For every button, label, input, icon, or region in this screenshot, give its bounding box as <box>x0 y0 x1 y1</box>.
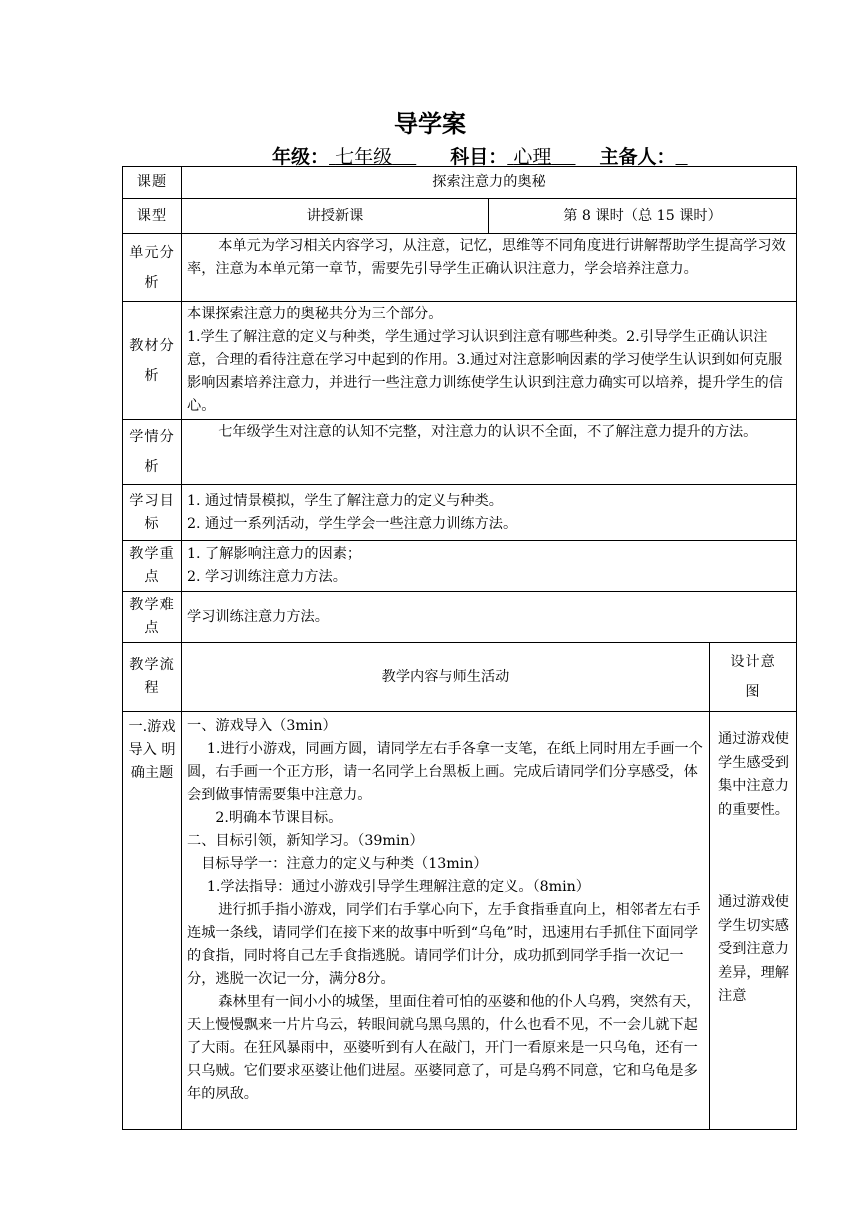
key-label: 教学重点 <box>123 541 182 592</box>
student-label: 学情分析 <box>123 420 182 485</box>
period-value: 第 8 课时（总 15 课时） <box>489 199 797 234</box>
teaching-content: 一、游戏导入（3min） 1.进行小游戏，同画方圆，请同学左右手各拿一支笔，在纸上同时用左手画一个圆，右手画一个正方形，请一名同学上台黑板上画。完成后请同学们分享感受，体会到做事情需要集中注意力。 2.明确本节课目标。 二、目标引领，新知学习。（39min） 目标导学一：注意力的定义与种类（13min） 1.学法指导：通过小游戏引导学生理解注意的定义。（8min） 进行抓手指小游戏，同学们右手掌心向下，左手食指垂直向上，相邻者左右手连城一条线，请同学们在接下来的故事中听到“乌龟”时，迅速用右手抓住下面同学的食指，同时将自己左手食指逃脱。请同学们计分，成功抓到同学手指一次记一分，逃脱一次记一分，满分8分。 森林里有一间小小的城堡，里面住着可怕的巫婆和他的仆人乌鸦，突然有天，天上慢慢飘来一片片乌云，转眼间就乌黑乌黑的，什么也看不见，不一会儿就下起了大雨。在狂风暴雨中，巫婆听到有人在敲门，开门一看原来是一只乌龟，还有一只乌贼。它们要求巫婆让他们进屋。巫婆同意了，可是乌鸦不同意，它和乌龟是多年的夙敌。 <box>182 712 710 1130</box>
topic-label: 课题 <box>123 167 182 199</box>
document-title: 导学案 <box>394 110 466 138</box>
purpose-header: 设计意图 <box>710 643 797 712</box>
preparer-label: 主备人： <box>599 146 676 168</box>
stage-label: 一.游戏导入 明确主题 <box>123 712 182 1130</box>
flow-label: 教学流程 <box>123 643 182 712</box>
learning-goals: 1. 通过情景模拟，学生了解注意力的定义与种类。 2. 通过一系列活动，学生学会一些注意力训练方法。 <box>182 485 797 541</box>
preparer-blank <box>676 146 688 168</box>
material-analysis: 本课探索注意力的奥秘共分为三个部分。 1.学生了解注意的定义与种类，学生通过学习认识到注意有哪些种类。2.引导学生正确认识注意，合理的看待注意在学习中起到的作用。3.通过对注意影响因素的学习使学生认识到如何克服影响因素培养注意力，并进行一些注意力训练使学生认识到注意力确实可以培养，提升学生的信心。 <box>182 302 797 420</box>
type-label: 课型 <box>123 199 182 234</box>
material-label: 教材分析 <box>123 302 182 420</box>
student-analysis: 七年级学生对注意的认知不完整，对注意力的认识不全面，不了解注意力提升的方法。 <box>182 420 797 485</box>
difficulty-points: 学习训练注意力方法。 <box>182 592 797 643</box>
unit-label: 单元分析 <box>123 234 182 302</box>
design-purpose: 通过游戏使学生感受到集中注意力的重要性。 通过游戏使学生切实感受到注意力差异，理解注意 <box>710 712 797 1130</box>
type-value: 讲授新课 <box>182 199 489 234</box>
subject-label: 科目： <box>450 146 508 168</box>
topic-value: 探索注意力的奥秘 <box>182 167 797 199</box>
grade-label: 年级： <box>272 146 330 168</box>
difficulty-label: 教学难点 <box>123 592 182 643</box>
key-points: 1. 了解影响注意力的因素； 2. 学习训练注意力方法。 <box>182 541 797 592</box>
goal-label: 学习目标 <box>123 485 182 541</box>
document-meta <box>272 142 688 169</box>
subject-value: 心理 <box>513 146 552 168</box>
lesson-plan-table <box>122 166 797 1130</box>
content-header: 教学内容与师生活动 <box>182 643 710 712</box>
grade-value: 七年级 <box>335 146 393 168</box>
unit-analysis: 本单元为学习相关内容学习，从注意，记忆，思维等不同角度进行讲解帮助学生提高学习效率，注意为本单元第一章节，需要先引导学生正确认识注意力，学会培养注意力。 <box>182 234 797 302</box>
